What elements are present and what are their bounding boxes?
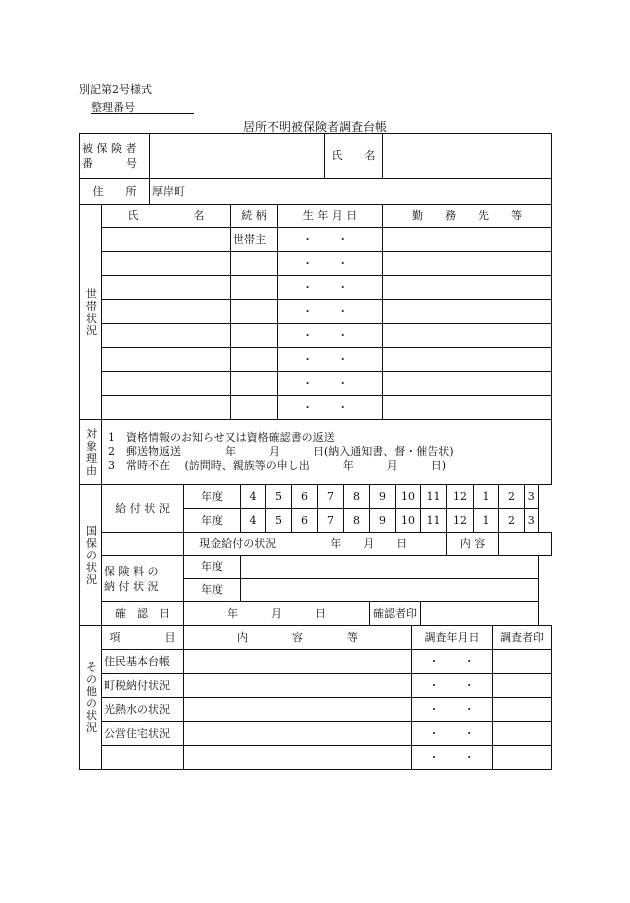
reason-2[interactable]: 2 郵送物返送 年 月 日(納入通知書、督・催告状) <box>108 445 454 458</box>
cash-benefit-date[interactable]: 年 月 日 <box>292 533 447 556</box>
other-row <box>80 746 552 770</box>
month-cell[interactable]: 9 <box>370 485 396 509</box>
reason-3[interactable]: 3 常時不在 (訪問時、親族等の申し出 年 月 日) <box>108 459 447 472</box>
household-table <box>79 204 552 420</box>
month-cell[interactable]: 10 <box>396 509 421 533</box>
household-birth-cell[interactable]: ・・ <box>278 372 383 396</box>
month-cell[interactable]: 6 <box>292 485 318 509</box>
other-content-cell[interactable] <box>184 698 412 722</box>
other-item-label: 住民基本台帳 <box>102 650 184 674</box>
other-date-cell[interactable]: ・・ <box>412 698 493 722</box>
month-cell[interactable]: 12 <box>447 485 474 509</box>
month-cell[interactable]: 9 <box>370 509 396 533</box>
other-status-table <box>79 625 552 770</box>
household-birth-cell[interactable]: ・・ <box>278 252 383 276</box>
household-row <box>80 252 552 276</box>
household-row <box>80 300 552 324</box>
month-cell[interactable]: 8 <box>344 485 370 509</box>
household-birth-cell[interactable]: ・・ <box>278 324 383 348</box>
col-content-header: 内 容 等 <box>184 626 412 650</box>
other-content-cell[interactable] <box>184 650 412 674</box>
month-cell[interactable]: 2 <box>499 485 525 509</box>
month-cell[interactable]: 11 <box>421 509 447 533</box>
household-relation-cell[interactable] <box>231 348 278 372</box>
premium-status-label: 保 険 料 の 納 付 状 況 <box>102 556 184 602</box>
month-cell[interactable]: 5 <box>266 509 292 533</box>
month-cell[interactable]: 1 <box>474 509 499 533</box>
cash-benefit-row <box>80 533 552 556</box>
household-work-cell[interactable] <box>383 324 552 348</box>
household-birth-cell[interactable]: ・・ <box>278 276 383 300</box>
premium-year-label[interactable]: 年度 <box>184 579 241 602</box>
name-label: 氏 名 <box>325 134 383 179</box>
other-date-cell[interactable]: ・・ <box>412 746 493 770</box>
confirm-date-field[interactable]: 年 月 日 <box>184 602 370 626</box>
premium-field[interactable] <box>241 556 539 579</box>
reason-1[interactable]: 1 資格情報のお知らせ又は資格確認書の返送 <box>108 431 335 444</box>
blank-cell <box>102 533 184 556</box>
col-inspector-header: 調査者印 <box>493 626 552 650</box>
household-relation-cell[interactable] <box>231 300 278 324</box>
address-label: 住 所 <box>80 179 150 205</box>
household-name-cell[interactable] <box>102 396 231 420</box>
month-cell[interactable]: 3 <box>525 509 539 533</box>
target-reason-table <box>79 419 552 485</box>
col-relation-header: 続 柄 <box>231 205 278 228</box>
household-birth-cell[interactable]: ・・ <box>278 300 383 324</box>
month-cell[interactable]: 6 <box>292 509 318 533</box>
month-cell[interactable]: 2 <box>499 509 525 533</box>
month-cell[interactable]: 1 <box>474 485 499 509</box>
household-relation-cell[interactable] <box>231 324 278 348</box>
household-relation-cell[interactable] <box>231 372 278 396</box>
household-work-cell[interactable] <box>383 228 552 252</box>
household-relation-cell[interactable] <box>231 276 278 300</box>
household-work-cell[interactable] <box>383 372 552 396</box>
household-birth-cell[interactable]: ・・ <box>278 396 383 420</box>
survey-form <box>79 134 552 770</box>
month-cell[interactable]: 12 <box>447 509 474 533</box>
premium-year-label[interactable]: 年度 <box>184 556 241 579</box>
other-row <box>80 698 552 722</box>
name-field[interactable] <box>383 134 552 179</box>
month-cell[interactable]: 8 <box>344 509 370 533</box>
form-number-label: 別記第2号様式 <box>79 83 152 96</box>
col-item-header: 項 目 <box>102 626 184 650</box>
household-work-cell[interactable] <box>383 348 552 372</box>
household-name-cell[interactable] <box>102 276 231 300</box>
household-relation-cell[interactable] <box>231 252 278 276</box>
address-field[interactable]: 厚岸町 <box>150 179 552 205</box>
other-content-cell[interactable] <box>184 722 412 746</box>
serial-number-underline <box>91 113 194 114</box>
col-work-header: 勤 務 先 等 <box>383 205 552 228</box>
household-row <box>80 372 552 396</box>
household-work-cell[interactable] <box>383 300 552 324</box>
other-date-cell[interactable]: ・・ <box>412 650 493 674</box>
other-inspector-cell[interactable] <box>493 722 552 746</box>
household-work-cell[interactable] <box>383 252 552 276</box>
month-cell[interactable]: 7 <box>318 509 344 533</box>
other-date-cell[interactable]: ・・ <box>412 674 493 698</box>
premium-field[interactable] <box>241 579 539 602</box>
month-cell[interactable]: 7 <box>318 485 344 509</box>
month-cell[interactable]: 5 <box>266 485 292 509</box>
col-name-header: 氏 名 <box>102 205 231 228</box>
col-date-header: 調査年月日 <box>412 626 493 650</box>
year-label[interactable]: 年度 <box>184 509 241 533</box>
household-work-cell[interactable] <box>383 396 552 420</box>
benefit-status-label: 給 付 状 況 <box>102 485 184 533</box>
household-name-cell[interactable] <box>102 324 231 348</box>
target-reason-section-label: 対象理由 <box>80 420 102 485</box>
month-cell[interactable]: 4 <box>241 485 266 509</box>
year-label[interactable]: 年度 <box>184 485 241 509</box>
kokuho-section-label: 国保の状況 <box>80 485 102 626</box>
col-birth-header: 生 年 月 日 <box>278 205 383 228</box>
household-row <box>80 396 552 420</box>
other-section-label: その他の状況 <box>80 626 102 770</box>
kokuho-table <box>79 484 552 626</box>
other-row <box>80 722 552 746</box>
household-name-cell[interactable] <box>102 348 231 372</box>
other-inspector-cell[interactable] <box>493 650 552 674</box>
other-item-label: 公営住宅状況 <box>102 722 184 746</box>
household-name-cell[interactable] <box>102 300 231 324</box>
benefit-row-1 <box>80 485 552 509</box>
insured-number-label: 被 保 険 者 番 号 <box>80 134 150 179</box>
serial-number-label: 整理番号 <box>91 101 135 114</box>
other-inspector-cell[interactable] <box>493 698 552 722</box>
confirmer-seal-label: 確認者印 <box>370 602 421 626</box>
household-relation-cell[interactable] <box>231 396 278 420</box>
other-item-label[interactable] <box>102 746 184 770</box>
household-row <box>80 276 552 300</box>
household-row <box>80 348 552 372</box>
other-item-label: 町税納付状況 <box>102 674 184 698</box>
other-item-label: 光熱水の状況 <box>102 698 184 722</box>
address-table <box>79 178 552 205</box>
confirm-row <box>80 602 552 626</box>
household-section-label: 世帯状況 <box>80 205 102 420</box>
household-name-cell[interactable] <box>102 372 231 396</box>
content-field[interactable] <box>499 533 552 556</box>
confirm-date-label: 確 認 日 <box>102 602 184 626</box>
other-inspector-cell[interactable] <box>493 674 552 698</box>
insured-number-field[interactable] <box>150 134 325 179</box>
month-cell[interactable]: 10 <box>396 485 421 509</box>
target-reason-content <box>102 420 552 485</box>
month-cell[interactable]: 4 <box>241 509 266 533</box>
household-name-cell[interactable] <box>102 228 231 252</box>
cash-benefit-label: 現金給付の状況 <box>184 533 292 556</box>
other-row <box>80 650 552 674</box>
form-title: 居所不明被保険者調査台帳 <box>242 120 387 134</box>
household-birth-cell[interactable]: ・・ <box>278 348 383 372</box>
household-birth-cell[interactable]: ・・ <box>278 228 383 252</box>
other-date-cell[interactable]: ・・ <box>412 722 493 746</box>
household-row <box>80 324 552 348</box>
other-inspector-cell[interactable] <box>493 746 552 770</box>
month-cell[interactable]: 3 <box>525 485 539 509</box>
household-row <box>80 228 552 252</box>
header-table <box>79 133 552 179</box>
premium-row-1 <box>80 556 552 579</box>
household-work-cell[interactable] <box>383 276 552 300</box>
content-label: 内 容 <box>447 533 499 556</box>
other-row <box>80 674 552 698</box>
household-relation-cell[interactable]: 世帯主 <box>231 228 278 252</box>
confirmer-seal-field[interactable] <box>421 602 539 626</box>
other-content-cell[interactable] <box>184 746 412 770</box>
month-cell[interactable]: 11 <box>421 485 447 509</box>
other-content-cell[interactable] <box>184 674 412 698</box>
household-name-cell[interactable] <box>102 252 231 276</box>
